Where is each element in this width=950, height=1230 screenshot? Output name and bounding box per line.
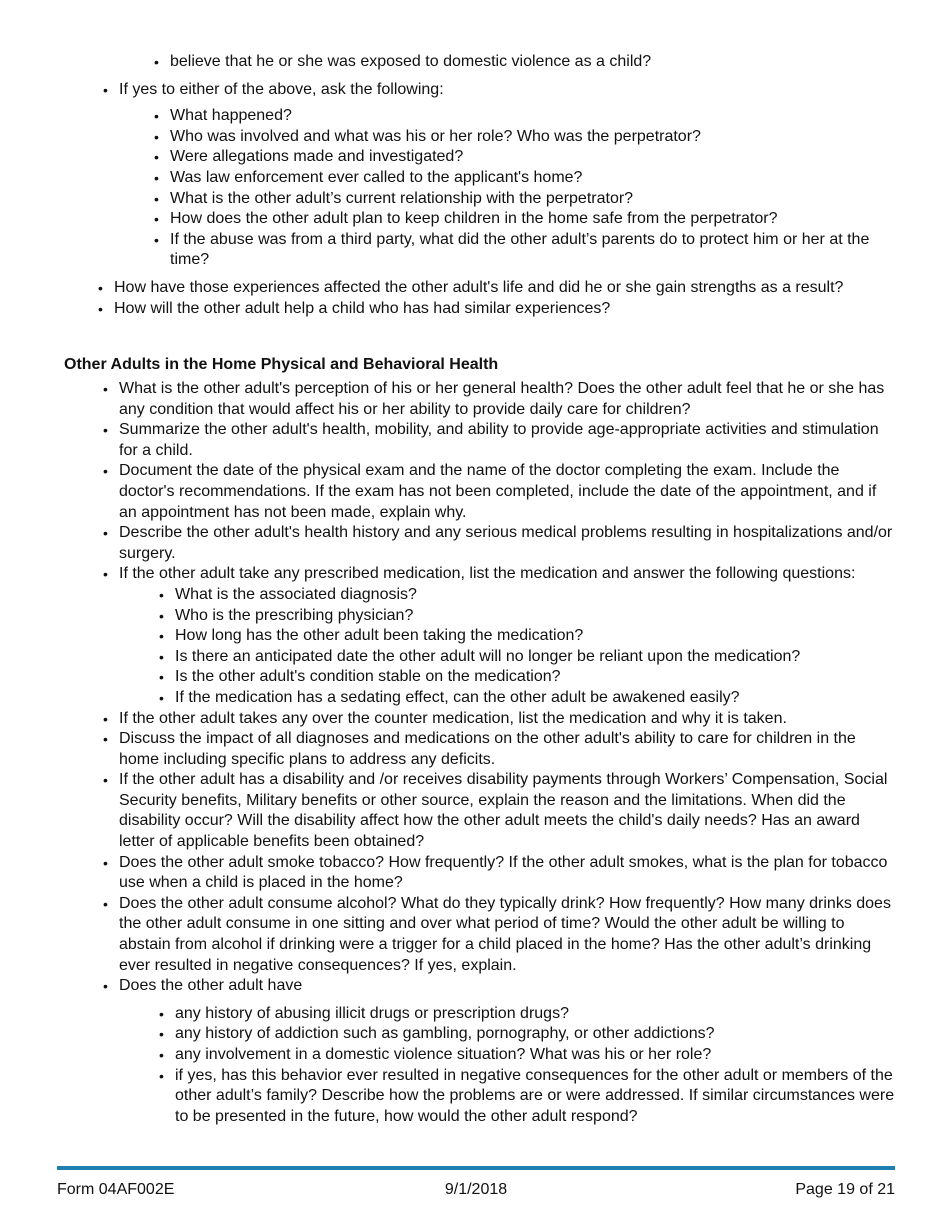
list-item: • Were allegations made and investigated? [170, 147, 893, 168]
followup-list [119, 80, 894, 271]
section-heading: Other Adults in the Home Physical and Behavioral Health [64, 356, 499, 373]
list-item: • Who was involved and what was his or her role? Who was the perpetrator? [170, 127, 893, 148]
list-item: • What is the other adult's perception of his or her general health? Does the other adult feel that he or she has any condition that would affect his or her ability to provide daily care for children? [119, 379, 897, 420]
health-list [119, 379, 897, 1127]
list-item: • any involvement in a domestic violence situation? What was his or her role? [175, 1045, 897, 1066]
experiences-list [114, 278, 854, 319]
domestic-violence-continuation [0, 52, 950, 271]
list-item: • Was law enforcement ever called to the applicant's home? [170, 168, 893, 189]
list-item [119, 564, 897, 708]
page-footer [57, 1180, 895, 1202]
list-item: • any history of addiction such as gambling, pornography, or other addictions? [175, 1024, 897, 1045]
list-item: • How have those experiences affected the other adult's life and did he or she gain strengths as a result? [114, 278, 854, 299]
list-item: • Describe the other adult's health history and any serious medical problems resulting in hospitalizations and/or surgery. [119, 523, 897, 564]
list-item: • Document the date of the physical exam and the name of the doctor completing the exam. Include the doctor's recommendations. If the exam has not been completed, include the date of the appointment, and if an appointment has not been made, explain why. [119, 461, 897, 523]
form-number: Form 04AF002E [57, 1181, 175, 1198]
list-item: • How does the other adult plan to keep children in the home safe from the perpetrator? [170, 209, 893, 230]
followup-questions [170, 106, 893, 271]
list-item: • Is the other adult's condition stable on the medication? [175, 667, 895, 688]
experiences-section [0, 278, 950, 319]
substance-questions [175, 1004, 897, 1128]
list-item: • If the abuse was from a third party, what did the other adult’s parents do to protect him or her at the time? [170, 230, 893, 271]
form-date: 9/1/2018 [444, 1181, 508, 1198]
list-item: • believe that he or she was exposed to domestic violence as a child? [170, 52, 890, 73]
list-item: • Does the other adult consume alcohol? What do they typically drink? How frequently? How many drinks does the other adult consume in one sitting and over what period of time? Would the other adult be willing to abstain from alcohol if drinking were a trigger for a child placed in the home? Has the other adult’s drinking ever resulted in negative consequences? If yes, explain. [119, 894, 897, 976]
list-item: • Does the other adult smoke tobacco? How frequently? If the other adult smokes, what is the plan for tobacco use when a child is placed in the home? [119, 853, 897, 894]
medication-questions [175, 585, 895, 709]
continued-list [170, 52, 890, 73]
list-item [119, 80, 894, 271]
list-item: • if yes, has this behavior ever resulted in negative consequences for the other adult or members of the other adult’s family? Describe how the problems are or were addressed. If similar circumstances were to be presented in the future, how would the other adult respond? [175, 1066, 897, 1128]
page-number: Page 19 of 21 [795, 1181, 895, 1198]
list-item: • Summarize the other adult's health, mobility, and ability to provide age-appropriate activities and stimulation for a child. [119, 420, 897, 461]
followup-intro: If yes to either of the above, ask the following: [119, 80, 444, 98]
footer-divider [57, 1166, 895, 1170]
list-item [119, 976, 897, 1127]
list-item: • Discuss the impact of all diagnoses and medications on the other adult's ability to care for children in the home including specific plans to address any deficits. [119, 729, 897, 770]
substance-intro: Does the other adult have [119, 977, 303, 995]
list-item: • If the other adult has a disability and /or receives disability payments through Workers’ Compensation, Social Security benefits, Military benefits or other source, explain the reason and the limitations. When did the disability occur? Will the disability affect how the other adult meets the child's daily needs? Has an award letter of applicable benefits been obtained? [119, 770, 897, 852]
list-item: • Who is the prescribing physician? [175, 606, 895, 627]
medication-intro: If the other adult take any prescribed medication, list the medication and answer the following questions: [119, 565, 856, 583]
list-item: • If the medication has a sedating effect, can the other adult be awakened easily? [175, 688, 895, 709]
list-item: • What is the associated diagnosis? [175, 585, 895, 606]
list-item: • What happened? [170, 106, 893, 127]
list-item: • How long has the other adult been taking the medication? [175, 626, 895, 647]
health-section [0, 379, 950, 1127]
list-item: • If the other adult takes any over the counter medication, list the medication and why it is taken. [119, 709, 897, 730]
list-item: • What is the other adult’s current relationship with the perpetrator? [170, 189, 893, 210]
list-item: • How will the other adult help a child who has had similar experiences? [114, 299, 854, 320]
list-item: • any history of abusing illicit drugs or prescription drugs? [175, 1004, 897, 1025]
list-item: • Is there an anticipated date the other adult will no longer be reliant upon the medication? [175, 647, 895, 668]
